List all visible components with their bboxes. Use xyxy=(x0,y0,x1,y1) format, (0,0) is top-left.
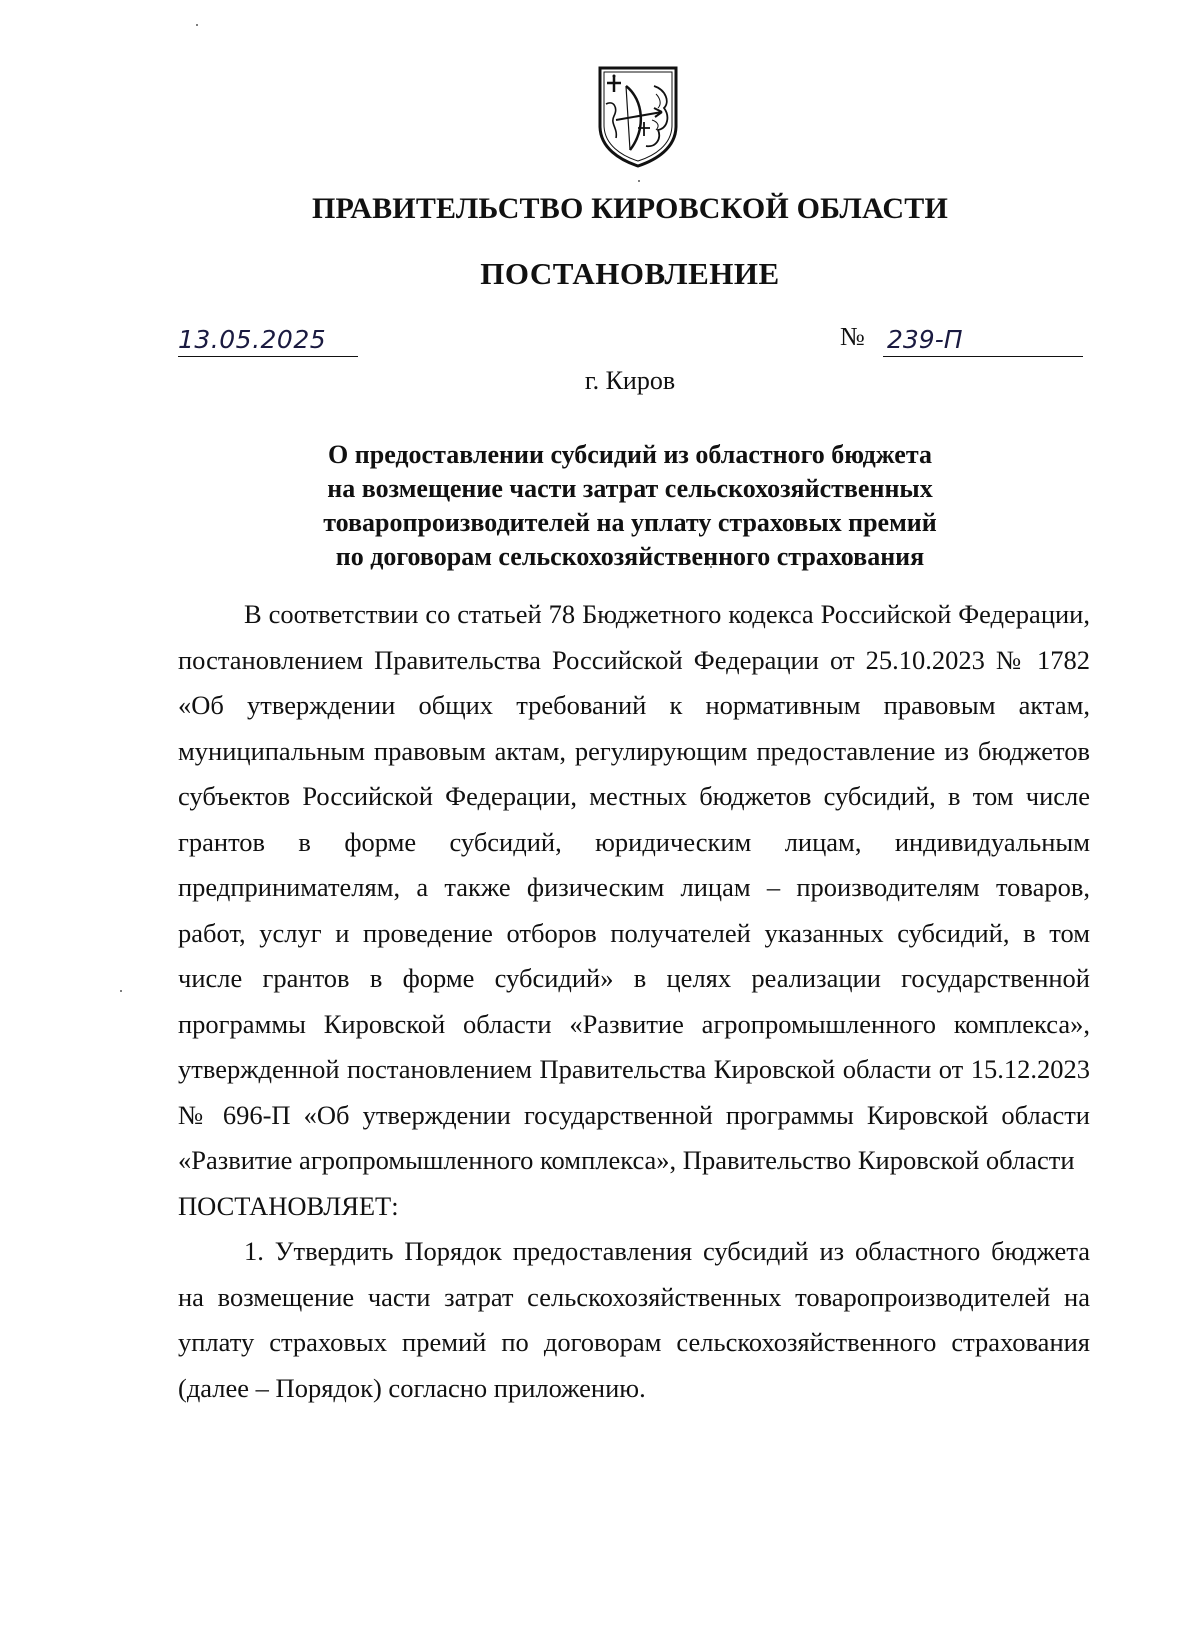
organization-title: ПРАВИТЕЛЬСТВО КИРОВСКОЙ ОБЛАСТИ xyxy=(312,192,948,225)
resolves-keyword: ПОСТАНОВЛЯЕТ: xyxy=(178,1190,399,1221)
item-1-paragraph: 1. Утвердить Порядок предоставления субсидий из областного бюджета на возмещение части затрат сельскохозяйственных товаропроизводителей на уплату страховых премий по договорам сельскохозяйственного страхования (далее – Порядок) согласно приложению. xyxy=(178,1236,1090,1403)
scan-speck xyxy=(638,180,640,182)
scan-speck xyxy=(196,24,198,26)
number-label: № xyxy=(840,322,865,351)
document-subject xyxy=(0,438,1200,574)
subject-line: О предоставлении субсидий из областного бюджета xyxy=(328,440,932,469)
document-city: г. Киров xyxy=(584,366,676,395)
document-date: 13.05.2025 xyxy=(178,325,327,354)
document-number: 239-П xyxy=(887,325,963,354)
document-number-field xyxy=(883,316,1083,357)
subject-line: товаропроизводителей на уплату страховых премий xyxy=(323,508,937,537)
scan-speck xyxy=(120,990,122,992)
document-date-field xyxy=(178,316,358,357)
preamble-paragraph: В соответствии со статьей 78 Бюджетного кодекса Российской Федерации, постановлением Правительства Российской Федерации от 25.10.2023 № 1782 «Об утверждении общих требований к нормативным правовым актам, муниципальным правовым актам, регулирующим предоставление из бюджетов субъектов Российской Федерации, местных бюджетов субсидий, в том числе грантов в форме субсидий, юридическим лицам, индивидуальным предпринимателям, а также физическим лицам – производителям товаров, работ, услуг и проведение отборов получателей указанных субсидий, в том числе грантов в форме субсидий» в целях реализации государственной программы Кировской области «Развитие агропромышленного комплекса», утвержденной постановлением Правительства Кировской области от 15.12.2023 № 696-П «Об утверждении государственной программы Кировской области «Развитие агропромышленного комплекса», Правительство Кировской области xyxy=(178,599,1090,1175)
subject-line: на возмещение части затрат сельскохозяйственных xyxy=(327,474,933,503)
document-body xyxy=(178,592,1090,1411)
document-type-title: ПОСТАНОВЛЕНИЕ xyxy=(480,256,780,291)
subject-line: по договорам сельскохозяйственного страхования xyxy=(335,542,925,571)
kirov-coat-of-arms-icon xyxy=(596,64,680,168)
